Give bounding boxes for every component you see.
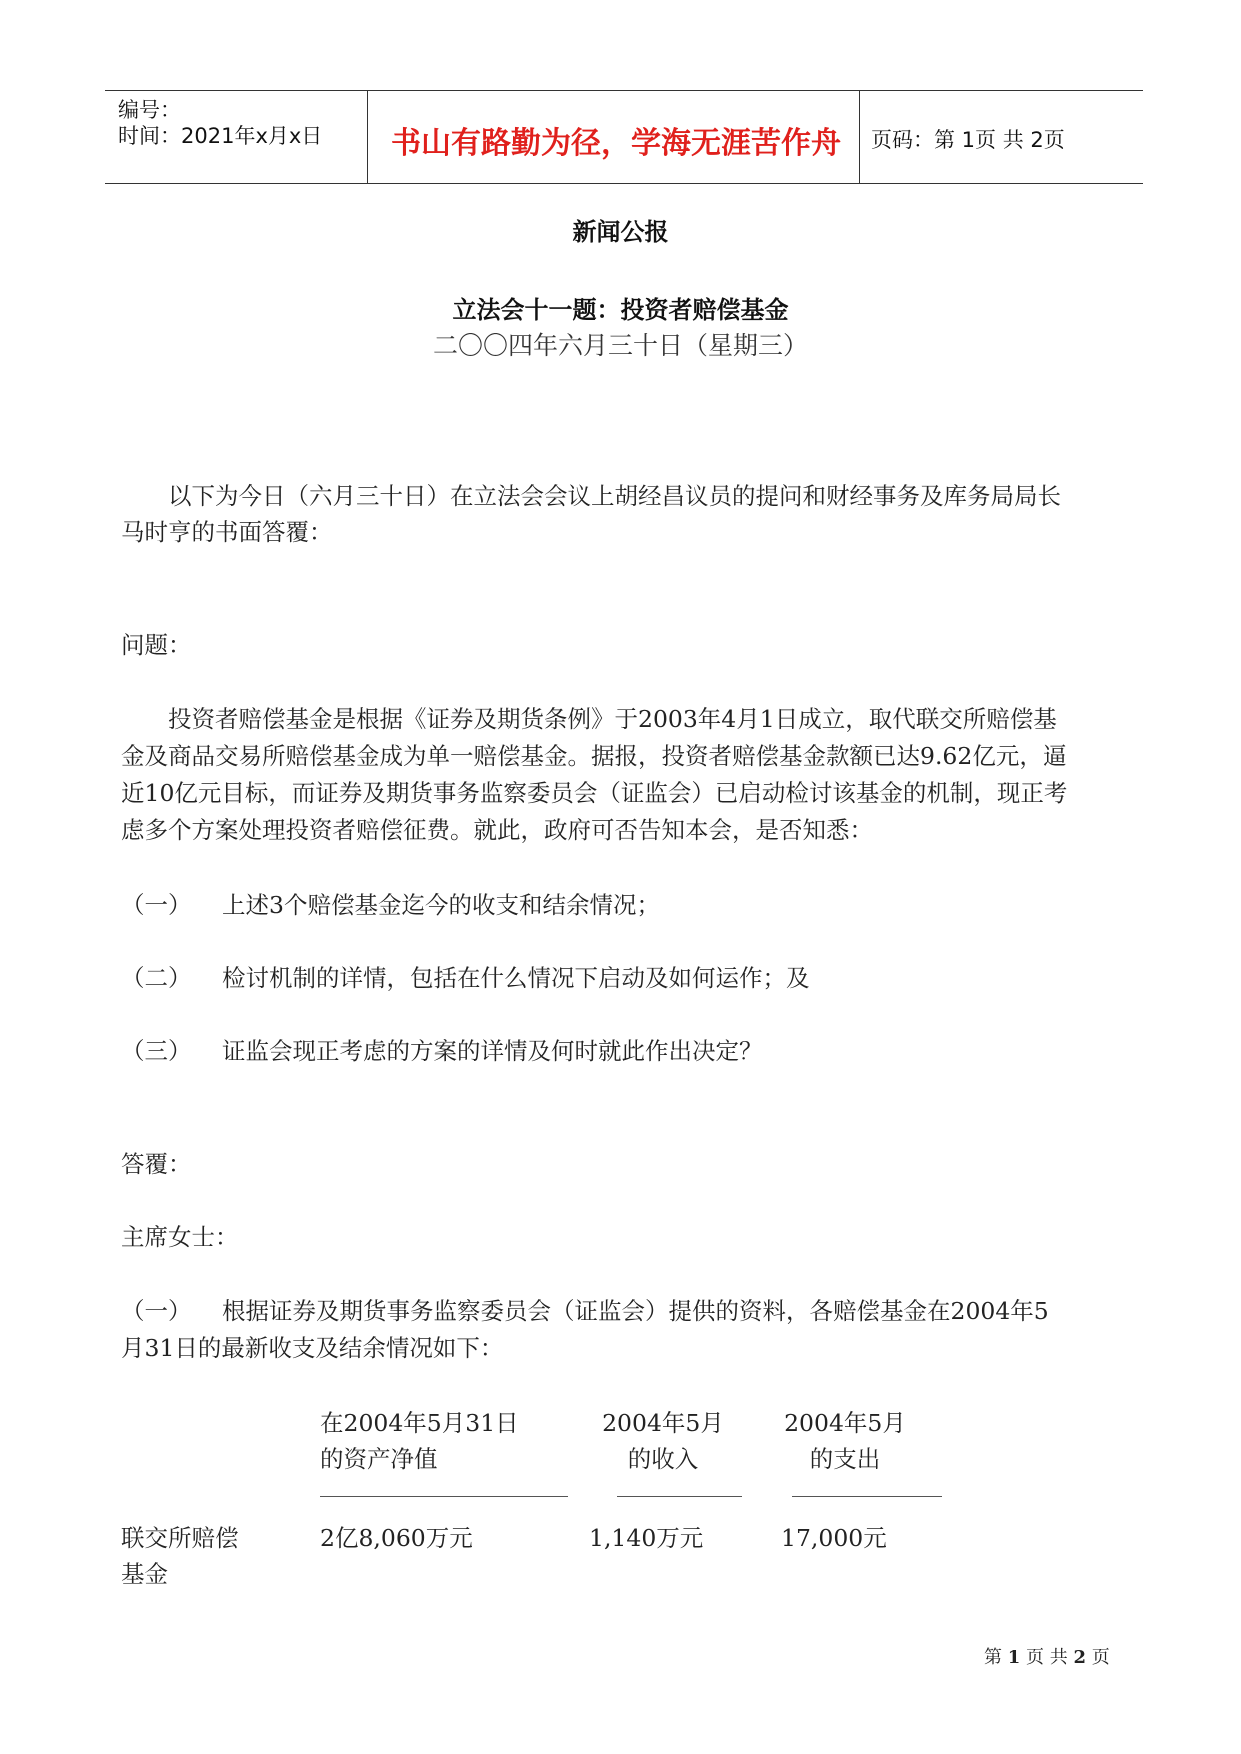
question-item-2-num: （二） [121, 964, 192, 992]
footer-page-number: 1 [1007, 1647, 1021, 1668]
table-cell-income: 1,140万元 [589, 1524, 704, 1552]
table-col-1-line1: 在2004年5月31日 [320, 1409, 519, 1437]
header-number-label: 编号： [118, 98, 181, 122]
question-label: 问题： [121, 631, 192, 659]
footer-page-total: 2 [1073, 1647, 1086, 1668]
salutation: 主席女士： [121, 1223, 239, 1251]
page-footer [984, 1643, 1110, 1669]
footer-middle: 页 共 [1026, 1647, 1068, 1668]
table-col-2-line1: 2004年5月 [602, 1409, 724, 1437]
table-row-label-line2: 基金 [121, 1560, 168, 1588]
table-col-2-line2: 的收入 [627, 1445, 699, 1473]
answer-1-cont: 月31日的最新收支及结余情况如下： [121, 1334, 504, 1362]
footer-prefix: 第 [984, 1647, 1002, 1668]
table-col-1-header [320, 1405, 519, 1477]
question-line-1: 投资者赔偿基金是根据《证券及期货条例》于2003年4月1日成立，取代联交所赔偿基 [168, 705, 1057, 733]
doc-category: 新闻公报 [572, 218, 669, 246]
question-line-3: 近10亿元目标，而证券及期货事务监察委员会（证监会）已启动检讨该基金的机制，现正考 [121, 779, 1068, 807]
footer-suffix: 页 [1091, 1647, 1110, 1668]
answer-1-num: （一） [121, 1297, 192, 1325]
question-line-4: 虑多个方案处理投资者赔偿征费。就此，政府可否告知本会，是否知悉： [121, 816, 873, 844]
question-item-3-text: 证监会现正考虑的方案的详情及何时就此作出决定？ [222, 1037, 763, 1065]
answer-1-text: 根据证券及期货事务监察委员会（证监会）提供的资料，各赔偿基金在2004年5 [222, 1297, 1049, 1325]
header-bottom-rule [105, 183, 1143, 184]
table-col-3-line1: 2004年5月 [784, 1409, 906, 1437]
question-item-3-num: （三） [121, 1037, 192, 1065]
header-top-rule [105, 90, 1143, 91]
header-time-label: 时间：2021年x月x日 [118, 124, 323, 148]
answer-label: 答覆： [121, 1150, 192, 1178]
table-col-3-underline [792, 1496, 942, 1497]
table-col-2-underline [617, 1496, 742, 1497]
question-line-2: 金及商品交易所赔偿基金成为单一赔偿基金。据报，投资者赔偿基金款额已达9.62亿元，逼 [121, 742, 1067, 770]
table-row-label-line1: 联交所赔偿 [121, 1524, 239, 1552]
intro-line-1: 以下为今日（六月三十日）在立法会会议上胡经昌议员的提问和财经事务及库务局局长 [168, 482, 1061, 510]
table-col-2-header [593, 1405, 733, 1477]
doc-date: 二〇〇四年六月三十日（星期三） [432, 331, 808, 360]
table-col-3-line2: 的支出 [809, 1445, 881, 1473]
table-row-label [121, 1520, 239, 1592]
question-item-1-num: （一） [121, 891, 192, 919]
question-item-1-text: 上述3个赔偿基金迄今的收支和结余情况； [222, 891, 660, 919]
header-motto: 书山有路勤为径，学海无涯苦作舟 [391, 126, 841, 161]
table-col-3-header [770, 1405, 920, 1477]
doc-title: 立法会十一题：投资者赔偿基金 [452, 296, 789, 324]
table-col-1-line2: 的资产净值 [320, 1445, 438, 1473]
header-divider-left [367, 90, 368, 184]
question-item-2-text: 检讨机制的详情，包括在什么情况下启动及如何运作；及 [222, 964, 810, 992]
header-page-label: 页码：第 1页 共 2页 [871, 128, 1065, 152]
intro-line-2: 马时亨的书面答覆： [121, 518, 333, 546]
table-col-1-underline [320, 1496, 568, 1497]
table-cell-expenditure: 17,000元 [781, 1524, 887, 1552]
table-cell-net-assets: 2亿8,060万元 [320, 1524, 473, 1552]
